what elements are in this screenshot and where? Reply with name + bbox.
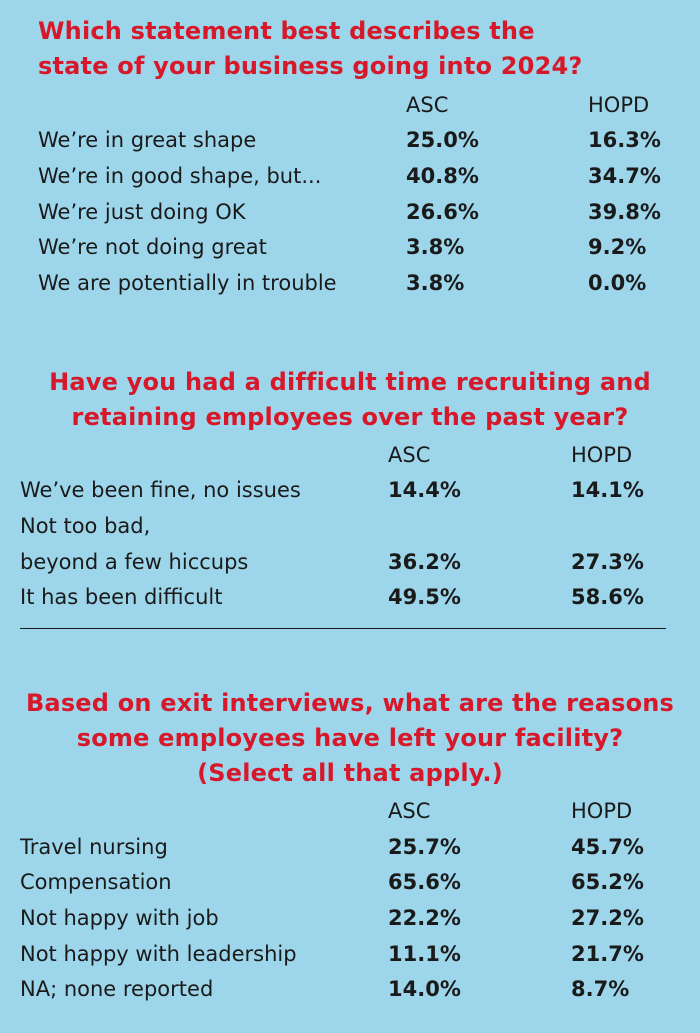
- question-2-title: [0, 365, 700, 435]
- q1-row-label: We’re in great shape: [38, 128, 257, 152]
- q1-asc-value: 3.8%: [406, 235, 465, 259]
- q2-row-label-line1: Not too bad,: [20, 514, 151, 538]
- q1-row-label: We’re in good shape, but...: [38, 164, 322, 188]
- section-divider: [20, 628, 666, 629]
- q1-column-header-asc: ASC: [406, 93, 449, 117]
- question-2-title-line1: Have you had a difficult time recruiting and: [49, 368, 651, 396]
- q1-row-label: We are potentially in trouble: [38, 271, 337, 295]
- q3-row-label: Not happy with job: [20, 906, 219, 930]
- q1-asc-value: 25.0%: [406, 128, 479, 152]
- q2-hopd-value: 58.6%: [571, 585, 644, 609]
- q2-hopd-value: 27.3%: [571, 550, 644, 574]
- question-3-title-line2: some employees have left your facility?: [76, 724, 624, 752]
- q3-row-label: Compensation: [20, 870, 172, 894]
- q3-hopd-value: 27.2%: [571, 906, 644, 930]
- q3-hopd-value: 8.7%: [571, 977, 630, 1001]
- q3-hopd-value: 65.2%: [571, 870, 644, 894]
- q1-column-header-hopd: HOPD: [588, 93, 650, 117]
- q2-hopd-value: 14.1%: [571, 478, 644, 502]
- q1-hopd-value: 39.8%: [588, 200, 661, 224]
- question-3-title: [0, 686, 700, 791]
- q2-asc-value: 36.2%: [388, 550, 461, 574]
- q1-row-label: We’re just doing OK: [38, 200, 246, 224]
- q2-column-header-hopd: HOPD: [571, 443, 633, 467]
- question-3-title-line1: Based on exit interviews, what are the reasons: [25, 689, 675, 717]
- q2-column-header-asc: ASC: [388, 443, 431, 467]
- q3-row-label: NA; none reported: [20, 977, 214, 1001]
- q2-row-label: We’ve been fine, no issues: [20, 478, 301, 502]
- q3-hopd-value: 45.7%: [571, 835, 644, 859]
- q1-row-label: We’re not doing great: [38, 235, 267, 259]
- q1-asc-value: 40.8%: [406, 164, 479, 188]
- q3-asc-value: 22.2%: [388, 906, 461, 930]
- q3-asc-value: 65.6%: [388, 870, 461, 894]
- q1-hopd-value: 34.7%: [588, 164, 661, 188]
- q3-asc-value: 25.7%: [388, 835, 461, 859]
- q2-asc-value: 14.4%: [388, 478, 461, 502]
- question-2-title-line2: retaining employees over the past year?: [71, 403, 629, 431]
- q2-asc-value: 49.5%: [388, 585, 461, 609]
- question-3-title-line3: (Select all that apply.): [197, 759, 503, 787]
- q1-hopd-value: 0.0%: [588, 271, 647, 295]
- q3-hopd-value: 21.7%: [571, 942, 644, 966]
- question-1-title-line1: Which statement best describes the: [38, 17, 535, 45]
- q3-row-label: Not happy with leadership: [20, 942, 297, 966]
- q2-row-label: It has been difficult: [20, 585, 223, 609]
- q3-asc-value: 11.1%: [388, 942, 461, 966]
- q1-asc-value: 3.8%: [406, 271, 465, 295]
- q1-hopd-value: 9.2%: [588, 235, 647, 259]
- q3-column-header-asc: ASC: [388, 799, 431, 823]
- question-1-title: [38, 14, 678, 84]
- q2-row-label-line2: beyond a few hiccups: [20, 550, 249, 574]
- question-1-title-line2: state of your business going into 2024?: [38, 52, 583, 80]
- q3-asc-value: 14.0%: [388, 977, 461, 1001]
- q1-asc-value: 26.6%: [406, 200, 479, 224]
- q3-column-header-hopd: HOPD: [571, 799, 633, 823]
- q3-row-label: Travel nursing: [20, 835, 168, 859]
- q1-hopd-value: 16.3%: [588, 128, 661, 152]
